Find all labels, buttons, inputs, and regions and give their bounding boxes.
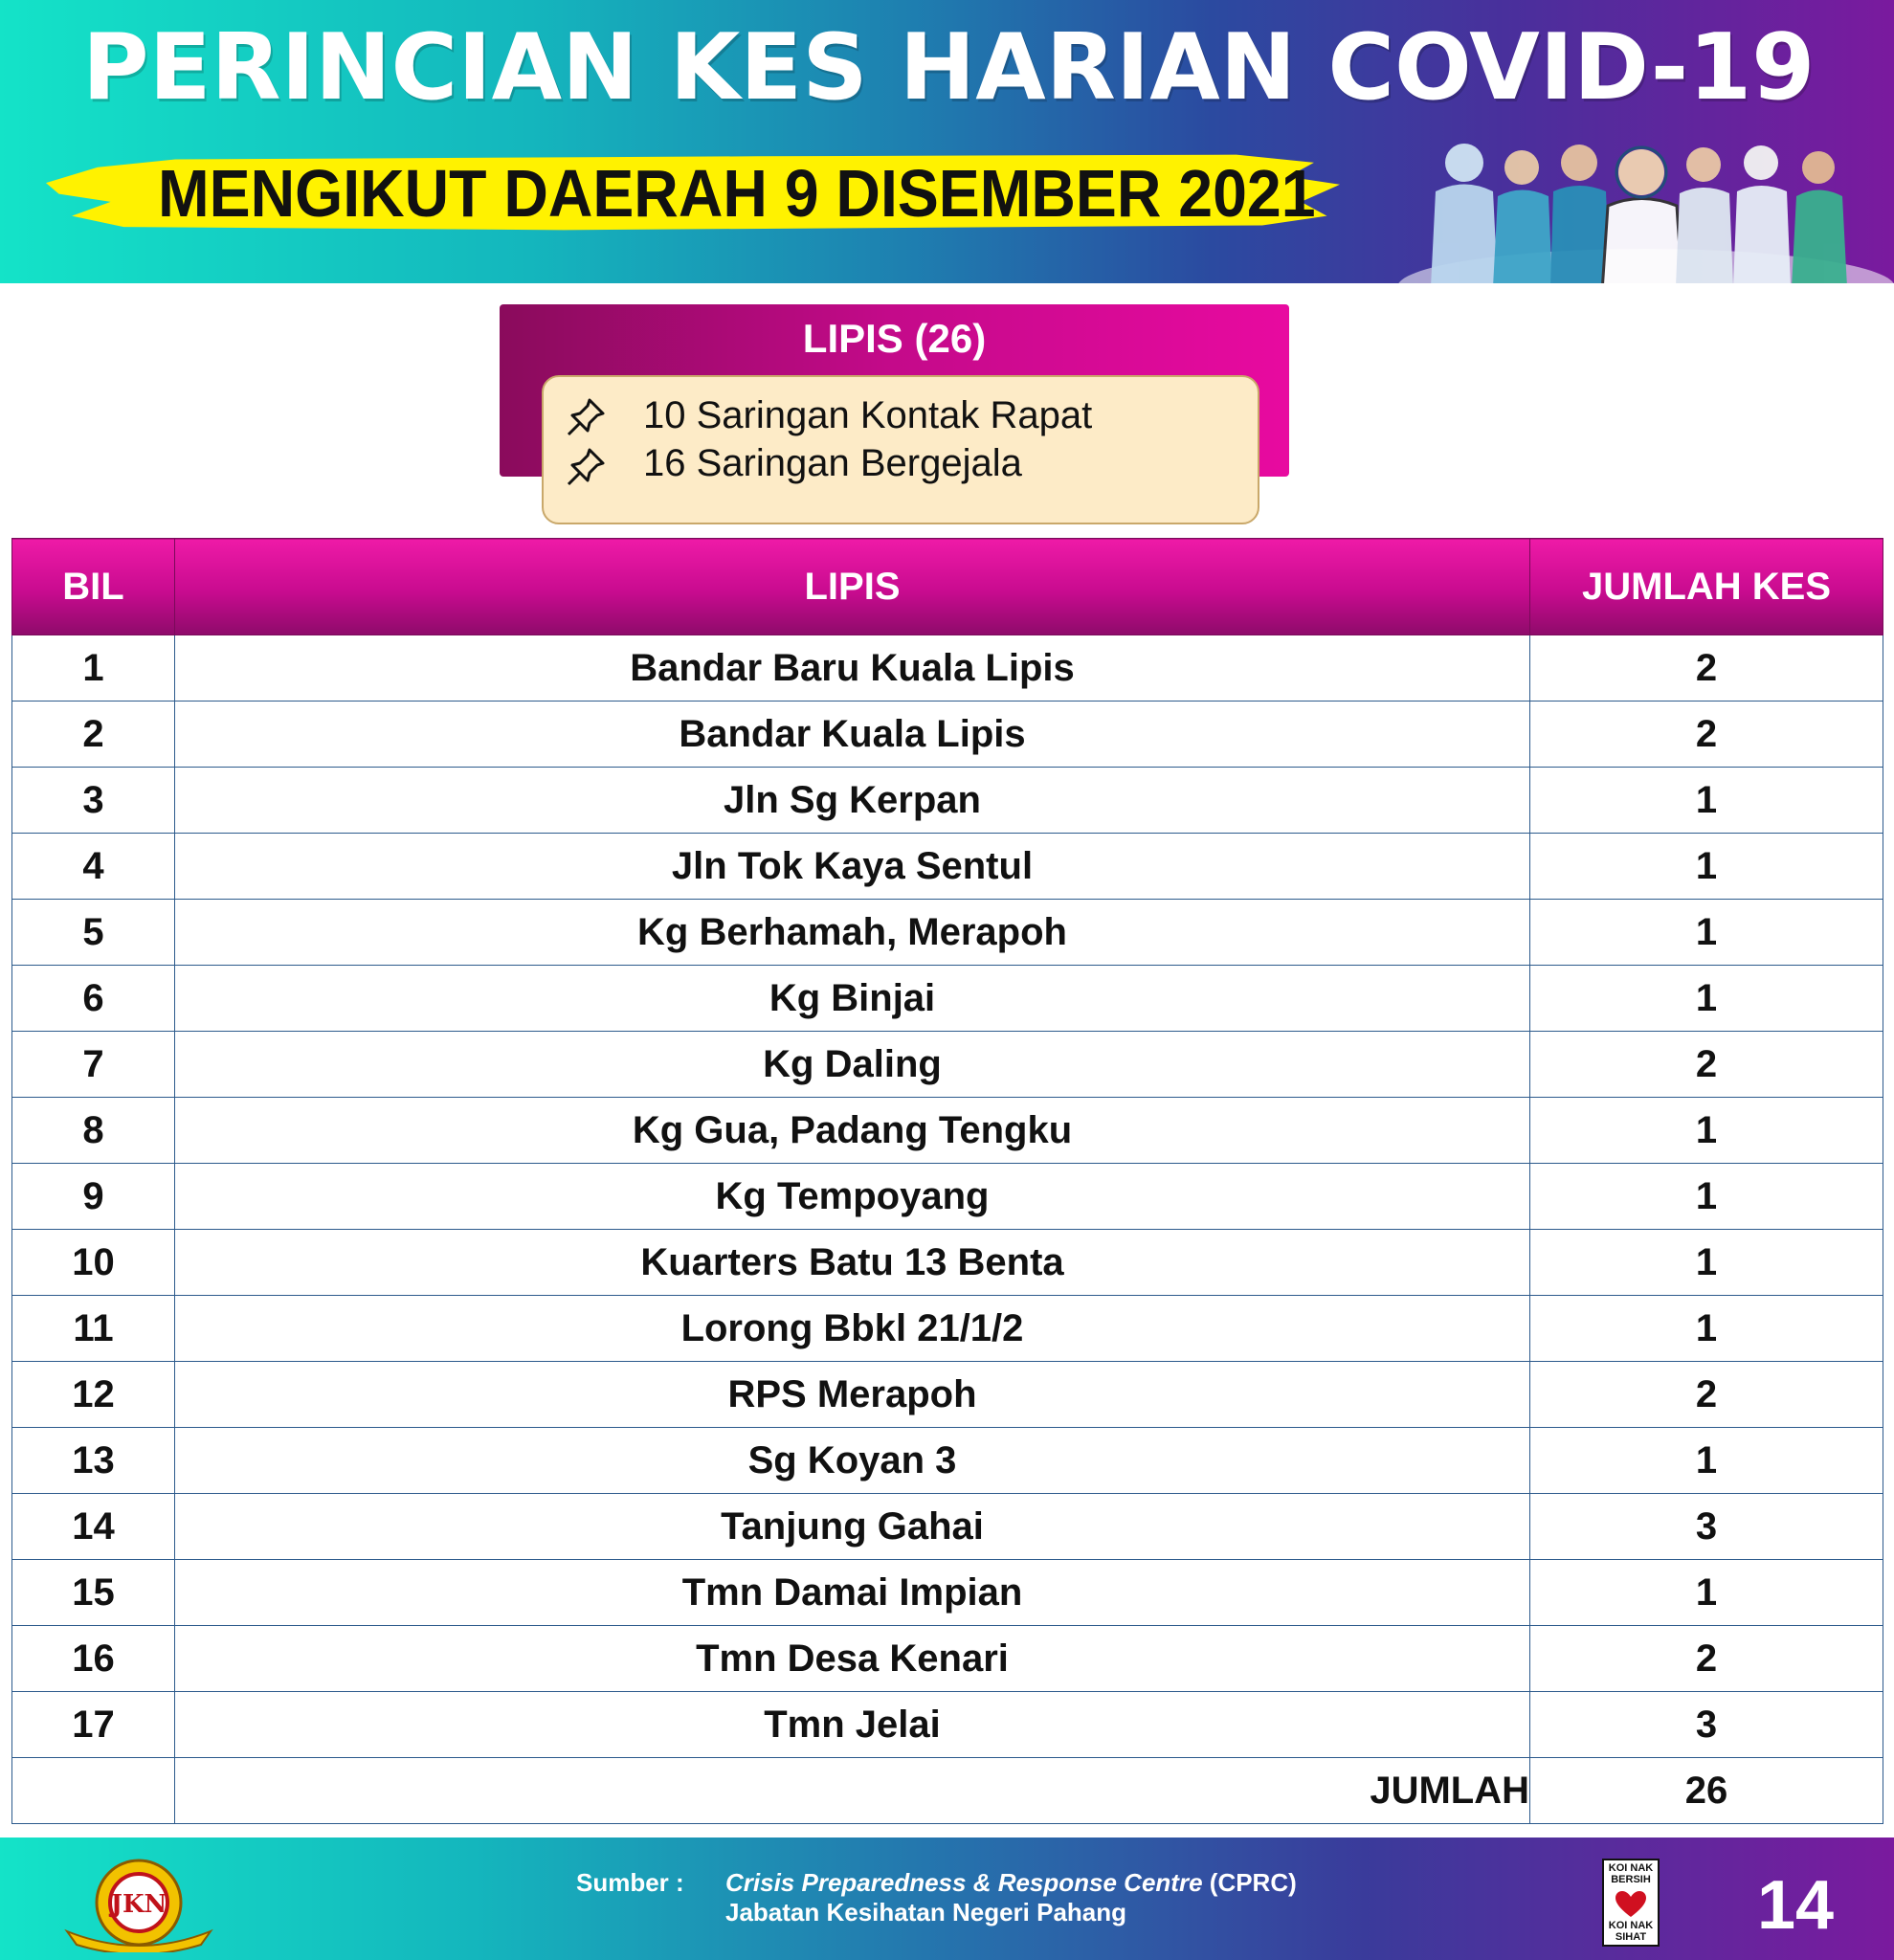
cell-locality: Tanjung Gahai [175, 1494, 1530, 1560]
cell-bil: 9 [12, 1164, 175, 1230]
badge-bottom-text: KOI NAK SIHAT [1608, 1920, 1654, 1943]
cell-locality: Kg Tempoyang [175, 1164, 1530, 1230]
cell-bil: 16 [12, 1626, 175, 1692]
cell-bil: 8 [12, 1098, 175, 1164]
column-header-jumlah-kes: JUMLAH KES [1530, 539, 1883, 635]
cell-bil: 15 [12, 1560, 175, 1626]
table-row [12, 1428, 1883, 1494]
table-row [12, 1296, 1883, 1362]
page-subtitle: MENGIKUT DAERAH 9 DISEMBER 2021 [158, 156, 1316, 231]
table-row [12, 1560, 1883, 1626]
cell-cases: 1 [1530, 1428, 1883, 1494]
cases-table [11, 538, 1883, 1824]
cell-cases: 2 [1530, 1362, 1883, 1428]
cell-bil: 5 [12, 900, 175, 966]
cell-locality: Kg Daling [175, 1032, 1530, 1098]
jkn-logo [57, 1857, 220, 1952]
table-row [12, 1362, 1883, 1428]
cell-bil: 2 [12, 702, 175, 768]
cell-cases: 1 [1530, 768, 1883, 834]
cell-locality: Sg Koyan 3 [175, 1428, 1530, 1494]
worker-figure-5 [1676, 147, 1733, 283]
badge-top-text: KOI NAK BERSIH [1608, 1862, 1654, 1885]
heart-icon [1615, 1891, 1646, 1918]
cell-locality: Kg Berhamah, Merapoh [175, 900, 1530, 966]
worker-figure-3 [1550, 145, 1610, 283]
cell-cases: 2 [1530, 1626, 1883, 1692]
source-organization-abbr: (CPRC) [1209, 1868, 1297, 1897]
table-row [12, 702, 1883, 768]
total-label: JUMLAH [175, 1758, 1530, 1824]
table-row [12, 1032, 1883, 1098]
worker-figure-6 [1733, 145, 1791, 283]
summary-item: 16 Saringan Bergejala [643, 442, 1022, 484]
worker-figure-1 [1431, 144, 1498, 283]
table-header-row [12, 539, 1883, 635]
table-row [12, 1692, 1883, 1758]
column-header-bil: BIL [12, 539, 175, 635]
table-row [12, 768, 1883, 834]
table-row [12, 966, 1883, 1032]
page-title: PERINCIAN KES HARIAN COVID-19 [82, 15, 1816, 121]
cell-cases: 3 [1530, 1494, 1883, 1560]
cell-locality: Kuarters Batu 13 Benta [175, 1230, 1530, 1296]
table-row [12, 1164, 1883, 1230]
cell-locality: Tmn Jelai [175, 1692, 1530, 1758]
cell-cases: 1 [1530, 1230, 1883, 1296]
source-organization-name: Crisis Preparedness & Response Centre [725, 1868, 1203, 1897]
worker-figure-4 [1602, 147, 1682, 283]
cell-empty [12, 1758, 175, 1824]
svg-text:JKN: JKN [110, 1890, 167, 1919]
total-value: 26 [1530, 1758, 1883, 1824]
cell-cases: 1 [1530, 834, 1883, 900]
cell-cases: 1 [1530, 900, 1883, 966]
cell-locality: Bandar Kuala Lipis [175, 702, 1530, 768]
cell-locality: Tmn Damai Impian [175, 1560, 1530, 1626]
district-summary-title: LIPIS (26) [802, 316, 987, 361]
pushpin-icon [563, 394, 609, 440]
cell-bil: 7 [12, 1032, 175, 1098]
cell-bil: 1 [12, 635, 175, 702]
cell-cases: 1 [1530, 1098, 1883, 1164]
cell-locality: Lorong Bbkl 21/1/2 [175, 1296, 1530, 1362]
cell-cases: 3 [1530, 1692, 1883, 1758]
healthcare-workers-illustration [1397, 124, 1894, 283]
cell-cases: 2 [1530, 702, 1883, 768]
screening-summary-box [542, 375, 1259, 524]
cell-locality: Jln Sg Kerpan [175, 768, 1530, 834]
table-row [12, 1494, 1883, 1560]
cell-locality: Tmn Desa Kenari [175, 1626, 1530, 1692]
cell-cases: 2 [1530, 635, 1883, 702]
cell-locality: Kg Gua, Padang Tengku [175, 1098, 1530, 1164]
table-total-row [12, 1758, 1883, 1824]
cell-bil: 14 [12, 1494, 175, 1560]
cell-bil: 3 [12, 768, 175, 834]
cell-cases: 1 [1530, 1560, 1883, 1626]
source-department: Jabatan Kesihatan Negeri Pahang [725, 1898, 1127, 1927]
cell-locality: RPS Merapoh [175, 1362, 1530, 1428]
cell-locality: Bandar Baru Kuala Lipis [175, 635, 1530, 702]
cell-cases: 1 [1530, 1164, 1883, 1230]
table-row [12, 635, 1883, 702]
worker-figure-2 [1493, 150, 1552, 283]
cell-locality: Kg Binjai [175, 966, 1530, 1032]
table-row [12, 1098, 1883, 1164]
table-row [12, 834, 1883, 900]
page-number: 14 [1757, 1867, 1835, 1944]
source-organization [725, 1868, 1297, 1898]
worker-figure-7 [1792, 151, 1847, 283]
table-row [12, 1626, 1883, 1692]
cell-bil: 4 [12, 834, 175, 900]
table-row [12, 900, 1883, 966]
source-label: Sumber : [576, 1868, 684, 1897]
summary-item: 10 Saringan Kontak Rapat [643, 394, 1093, 436]
cell-locality: Jln Tok Kaya Sentul [175, 834, 1530, 900]
cell-bil: 17 [12, 1692, 175, 1758]
cell-bil: 13 [12, 1428, 175, 1494]
table-row [12, 1230, 1883, 1296]
cell-bil: 6 [12, 966, 175, 1032]
cell-bil: 10 [12, 1230, 175, 1296]
cell-bil: 11 [12, 1296, 175, 1362]
koi-nak-sihat-badge [1602, 1859, 1660, 1947]
column-header-locality: LIPIS [175, 539, 1530, 635]
cell-cases: 2 [1530, 1032, 1883, 1098]
cell-cases: 1 [1530, 966, 1883, 1032]
pushpin-icon [563, 444, 609, 490]
header-banner [0, 0, 1894, 283]
cell-cases: 1 [1530, 1296, 1883, 1362]
cell-bil: 12 [12, 1362, 175, 1428]
